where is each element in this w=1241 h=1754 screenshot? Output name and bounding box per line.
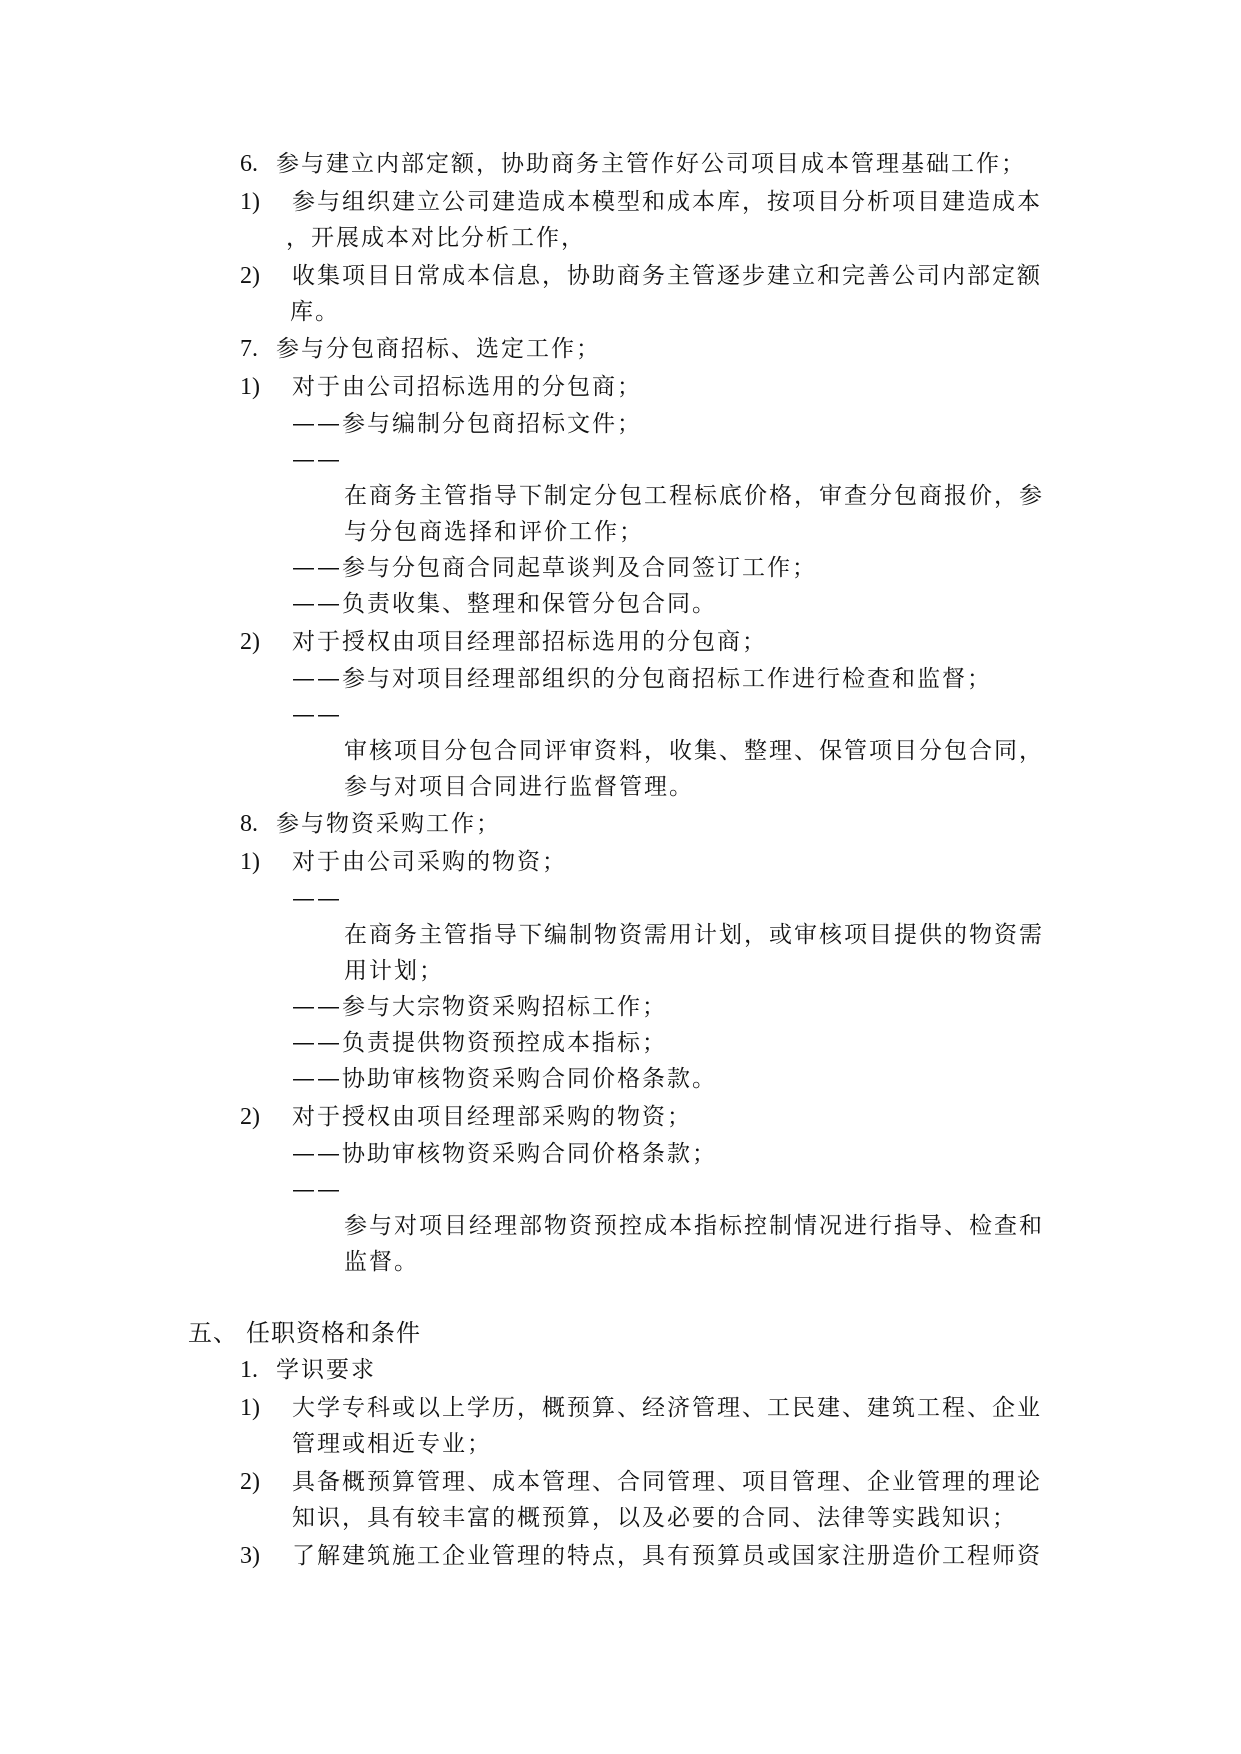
section-5-number: 五、	[188, 1319, 238, 1347]
item-8-2-b-dash: ——	[292, 1177, 342, 1203]
item-6-2-text: 收集项目日常成本信息，协助商务主管逐步建立和完善公司内部定额	[292, 263, 1042, 289]
qual-1-2-number: 2)	[240, 1469, 260, 1495]
item-7-text: 参与分包商招标、选定工作；	[276, 336, 601, 362]
qual-1-3-number: 3)	[240, 1543, 260, 1569]
item-7-1-text: 对于由公司招标选用的分包商；	[292, 374, 642, 400]
item-6-1-text-cont: ，开展成本对比分析工作，	[286, 225, 586, 251]
item-8-1-b: ——参与大宗物资采购招标工作；	[292, 994, 667, 1020]
item-7-number: 7.	[240, 336, 258, 362]
item-7-2-number: 2)	[240, 629, 260, 655]
item-8-1-a-dash: ——	[292, 886, 342, 912]
item-6-2-text-cont: 库。	[290, 299, 340, 325]
qual-1-1-number: 1)	[240, 1395, 260, 1421]
item-7-2-b-dash: ——	[292, 702, 342, 728]
qual-1-3-text: 了解建筑施工企业管理的特点，具有预算员或国家注册造价工程师资	[292, 1543, 1042, 1569]
item-7-1-c: ——参与分包商合同起草谈判及合同签订工作；	[292, 555, 817, 581]
item-8-1-d: ——协助审核物资采购合同价格条款。	[292, 1066, 717, 1092]
item-7-1-b-text-cont: 与分包商选择和评价工作；	[344, 519, 644, 545]
item-8-2-b-text: 参与对项目经理部物资预控成本指标控制情况进行指导、检查和	[344, 1213, 1044, 1239]
qual-1-1-text: 大学专科或以上学历，概预算、经济管理、工民建、建筑工程、企业	[292, 1395, 1042, 1421]
item-7-1-a: ——参与编制分包商招标文件；	[292, 411, 642, 437]
item-7-1-b-dash: ——	[292, 447, 342, 473]
item-7-1-d: ——负责收集、整理和保管分包合同。	[292, 591, 717, 617]
qual-1-2-text-cont: 知识，具有较丰富的概预算，以及必要的合同、法律等实践知识；	[292, 1505, 1017, 1531]
item-6-1-text: 参与组织建立公司建造成本模型和成本库，按项目分析项目建造成本	[292, 189, 1042, 215]
qual-1-number: 1.	[240, 1357, 258, 1383]
item-6-number: 6.	[240, 151, 258, 177]
item-7-2-a: ——参与对项目经理部组织的分包商招标工作进行检查和监督；	[292, 666, 992, 692]
item-7-2-text: 对于授权由项目经理部招标选用的分包商；	[292, 629, 767, 655]
item-8-2-a: ——协助审核物资采购合同价格条款；	[292, 1141, 717, 1167]
item-8-1-text: 对于由公司采购的物资；	[292, 849, 567, 875]
item-8-1-c: ——负责提供物资预控成本指标；	[292, 1030, 667, 1056]
item-8-1-number: 1)	[240, 849, 260, 875]
item-7-1-number: 1)	[240, 374, 260, 400]
section-5-heading: 任职资格和条件	[246, 1319, 421, 1347]
item-6-text: 参与建立内部定额，协助商务主管作好公司项目成本管理基础工作；	[276, 151, 1026, 177]
item-8-1-a-text: 在商务主管指导下编制物资需用计划，或审核项目提供的物资需	[344, 922, 1044, 948]
item-7-2-b-text: 审核项目分包合同评审资料，收集、整理、保管项目分包合同，	[344, 738, 1044, 764]
item-6-2-number: 2)	[240, 263, 260, 289]
qual-1-text: 学识要求	[276, 1357, 376, 1383]
item-7-1-b-text: 在商务主管指导下制定分包工程标底价格，审查分包商报价，参	[344, 483, 1044, 509]
item-6-1-number: 1)	[240, 189, 260, 215]
item-8-2-b-text-cont: 监督。	[344, 1249, 419, 1275]
item-8-text: 参与物资采购工作；	[276, 811, 501, 837]
item-8-1-a-text-cont: 用计划；	[344, 958, 444, 984]
item-7-2-b-text-cont: 参与对项目合同进行监督管理。	[344, 774, 694, 800]
item-8-number: 8.	[240, 811, 258, 837]
item-8-2-number: 2)	[240, 1104, 260, 1130]
qual-1-1-text-cont: 管理或相近专业；	[292, 1431, 492, 1457]
qual-1-2-text: 具备概预算管理、成本管理、合同管理、项目管理、企业管理的理论	[292, 1469, 1042, 1495]
item-8-2-text: 对于授权由项目经理部采购的物资；	[292, 1104, 692, 1130]
